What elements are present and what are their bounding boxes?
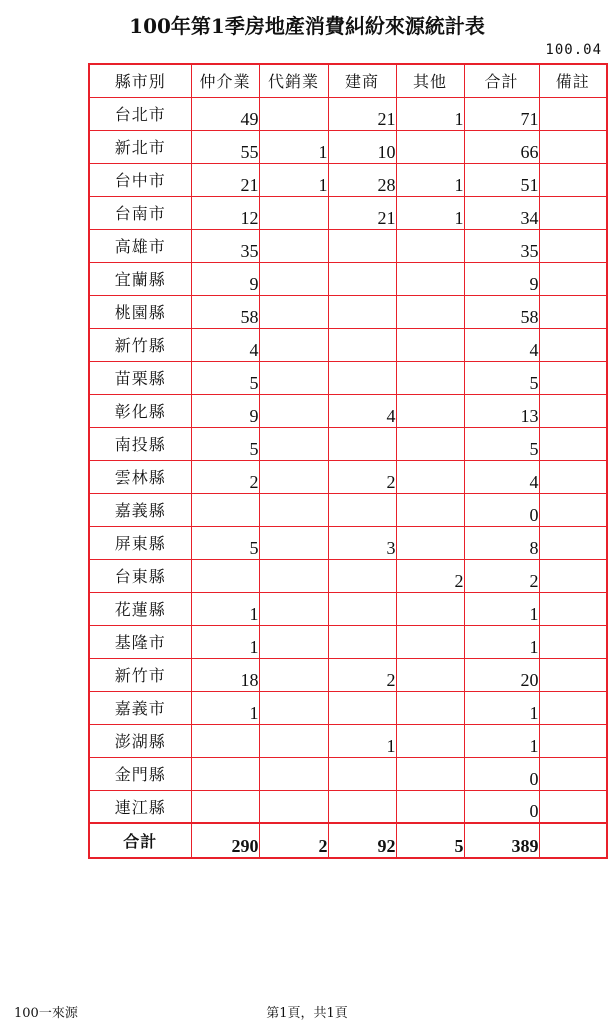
note-cell <box>539 691 607 724</box>
builder-cell: 10 <box>328 130 396 163</box>
other-cell <box>396 625 464 658</box>
table-row <box>89 757 607 790</box>
county-cell: 基隆市 <box>89 625 191 658</box>
total-cell: 5 <box>464 361 539 394</box>
builder-cell <box>328 757 396 790</box>
note-cell <box>539 130 607 163</box>
builder-cell <box>328 427 396 460</box>
table-row <box>89 724 607 757</box>
note-cell <box>539 823 607 858</box>
agency-cell: 1 <box>259 163 328 196</box>
note-cell <box>539 559 607 592</box>
table-row <box>89 691 607 724</box>
broker-cell: 49 <box>191 97 259 130</box>
note-cell <box>539 427 607 460</box>
broker-cell: 58 <box>191 295 259 328</box>
agency-cell <box>259 361 328 394</box>
total-cell: 4 <box>464 328 539 361</box>
broker-cell <box>191 559 259 592</box>
builder-cell <box>328 493 396 526</box>
other-cell <box>396 229 464 262</box>
total-cell: 0 <box>464 790 539 823</box>
table-row <box>89 262 607 295</box>
note-cell <box>539 295 607 328</box>
builder-cell: 2 <box>328 460 396 493</box>
agency-cell <box>259 658 328 691</box>
table-row <box>89 361 607 394</box>
table-row <box>89 493 607 526</box>
header-other: 其他 <box>396 64 464 97</box>
broker-cell: 5 <box>191 526 259 559</box>
total-cell: 4 <box>464 460 539 493</box>
note-cell <box>539 460 607 493</box>
builder-cell: 92 <box>328 823 396 858</box>
total-cell: 0 <box>464 493 539 526</box>
header-note: 備註 <box>539 64 607 97</box>
county-cell: 雲林縣 <box>89 460 191 493</box>
header-agency: 代銷業 <box>259 64 328 97</box>
note-cell <box>539 361 607 394</box>
table-row <box>89 526 607 559</box>
builder-cell: 28 <box>328 163 396 196</box>
agency-cell <box>259 427 328 460</box>
note-cell <box>539 658 607 691</box>
broker-cell: 1 <box>191 691 259 724</box>
note-cell <box>539 493 607 526</box>
table-row <box>89 196 607 229</box>
other-cell <box>396 691 464 724</box>
note-cell <box>539 790 607 823</box>
total-cell: 1 <box>464 592 539 625</box>
county-cell: 嘉義縣 <box>89 493 191 526</box>
other-cell <box>396 427 464 460</box>
table-row <box>89 97 607 130</box>
builder-cell <box>328 691 396 724</box>
county-cell: 高雄市 <box>89 229 191 262</box>
note-cell <box>539 196 607 229</box>
other-cell: 5 <box>396 823 464 858</box>
note-cell <box>539 526 607 559</box>
agency-cell <box>259 460 328 493</box>
other-cell: 1 <box>396 163 464 196</box>
county-cell: 金門縣 <box>89 757 191 790</box>
broker-cell: 2 <box>191 460 259 493</box>
builder-cell: 1 <box>328 724 396 757</box>
builder-cell: 4 <box>328 394 396 427</box>
table-row <box>89 658 607 691</box>
county-cell: 澎湖縣 <box>89 724 191 757</box>
county-cell: 台北市 <box>89 97 191 130</box>
agency-cell: 1 <box>259 130 328 163</box>
total-cell: 8 <box>464 526 539 559</box>
table-row <box>89 592 607 625</box>
builder-cell <box>328 262 396 295</box>
agency-cell <box>259 724 328 757</box>
agency-cell <box>259 592 328 625</box>
county-cell: 台南市 <box>89 196 191 229</box>
county-cell: 台中市 <box>89 163 191 196</box>
other-cell <box>396 724 464 757</box>
table-body <box>89 97 607 858</box>
table-header-row <box>89 64 607 97</box>
note-cell <box>539 724 607 757</box>
other-cell <box>396 328 464 361</box>
broker-cell: 55 <box>191 130 259 163</box>
county-cell: 南投縣 <box>89 427 191 460</box>
other-cell <box>396 361 464 394</box>
agency-cell <box>259 625 328 658</box>
other-cell <box>396 460 464 493</box>
agency-cell <box>259 493 328 526</box>
note-cell <box>539 592 607 625</box>
builder-cell: 3 <box>328 526 396 559</box>
broker-cell: 12 <box>191 196 259 229</box>
note-cell <box>539 328 607 361</box>
county-cell: 新竹縣 <box>89 328 191 361</box>
total-cell: 2 <box>464 559 539 592</box>
table-total-row <box>89 823 607 858</box>
note-cell <box>539 394 607 427</box>
total-cell: 5 <box>464 427 539 460</box>
total-cell: 1 <box>464 691 539 724</box>
agency-cell <box>259 262 328 295</box>
builder-cell: 21 <box>328 97 396 130</box>
builder-cell: 21 <box>328 196 396 229</box>
county-cell: 苗栗縣 <box>89 361 191 394</box>
agency-cell <box>259 559 328 592</box>
other-cell <box>396 493 464 526</box>
broker-cell <box>191 790 259 823</box>
note-cell <box>539 163 607 196</box>
other-cell <box>396 757 464 790</box>
total-cell: 71 <box>464 97 539 130</box>
total-cell: 34 <box>464 196 539 229</box>
agency-cell <box>259 196 328 229</box>
note-cell <box>539 625 607 658</box>
other-cell <box>396 526 464 559</box>
broker-cell: 290 <box>191 823 259 858</box>
header-broker: 仲介業 <box>191 64 259 97</box>
header-county: 縣市別 <box>89 64 191 97</box>
header-builder: 建商 <box>328 64 396 97</box>
total-cell: 1 <box>464 724 539 757</box>
broker-cell: 21 <box>191 163 259 196</box>
builder-cell <box>328 295 396 328</box>
broker-cell: 1 <box>191 592 259 625</box>
broker-cell <box>191 757 259 790</box>
other-cell <box>396 592 464 625</box>
builder-cell <box>328 229 396 262</box>
total-cell: 1 <box>464 625 539 658</box>
table-row <box>89 229 607 262</box>
note-cell <box>539 229 607 262</box>
other-cell: 1 <box>396 97 464 130</box>
total-cell: 389 <box>464 823 539 858</box>
county-cell: 花蓮縣 <box>89 592 191 625</box>
note-cell <box>539 262 607 295</box>
table-row <box>89 295 607 328</box>
agency-cell <box>259 757 328 790</box>
agency-cell <box>259 691 328 724</box>
page-number: 第1頁，共1頁 <box>266 1006 348 1021</box>
agency-cell <box>259 229 328 262</box>
builder-cell <box>328 559 396 592</box>
other-cell <box>396 790 464 823</box>
broker-cell: 9 <box>191 262 259 295</box>
total-cell: 20 <box>464 658 539 691</box>
table-row <box>89 559 607 592</box>
header-total: 合計 <box>464 64 539 97</box>
agency-cell <box>259 295 328 328</box>
agency-cell <box>259 394 328 427</box>
report-date: 100.04 <box>545 42 602 58</box>
table-row <box>89 625 607 658</box>
county-cell: 台東縣 <box>89 559 191 592</box>
broker-cell: 1 <box>191 625 259 658</box>
other-cell <box>396 295 464 328</box>
total-cell: 35 <box>464 229 539 262</box>
table-row <box>89 163 607 196</box>
note-cell <box>539 97 607 130</box>
note-cell <box>539 757 607 790</box>
builder-cell <box>328 361 396 394</box>
other-cell <box>396 394 464 427</box>
total-cell: 9 <box>464 262 539 295</box>
county-cell: 連江縣 <box>89 790 191 823</box>
total-cell: 0 <box>464 757 539 790</box>
builder-cell <box>328 790 396 823</box>
other-cell <box>396 658 464 691</box>
broker-cell: 9 <box>191 394 259 427</box>
broker-cell: 5 <box>191 361 259 394</box>
broker-cell <box>191 493 259 526</box>
agency-cell <box>259 97 328 130</box>
table-row <box>89 460 607 493</box>
broker-cell: 4 <box>191 328 259 361</box>
table-row <box>89 394 607 427</box>
other-cell: 1 <box>396 196 464 229</box>
county-cell: 宜蘭縣 <box>89 262 191 295</box>
other-cell <box>396 130 464 163</box>
agency-cell <box>259 790 328 823</box>
table-row <box>89 427 607 460</box>
table-row <box>89 130 607 163</box>
total-cell: 13 <box>464 394 539 427</box>
other-cell: 2 <box>396 559 464 592</box>
agency-cell: 2 <box>259 823 328 858</box>
builder-cell: 2 <box>328 658 396 691</box>
broker-cell: 5 <box>191 427 259 460</box>
total-cell: 51 <box>464 163 539 196</box>
broker-cell <box>191 724 259 757</box>
builder-cell <box>328 592 396 625</box>
total-cell: 66 <box>464 130 539 163</box>
statistics-table <box>88 63 608 859</box>
county-cell: 桃園縣 <box>89 295 191 328</box>
other-cell <box>396 262 464 295</box>
table-row <box>89 328 607 361</box>
table-row <box>89 790 607 823</box>
county-cell: 新北市 <box>89 130 191 163</box>
county-cell: 合計 <box>89 823 191 858</box>
footer-label: 100一來源 <box>14 1006 78 1021</box>
page-title: 100年第1季房地產消費糾紛來源統計表 <box>129 14 485 38</box>
county-cell: 嘉義市 <box>89 691 191 724</box>
county-cell: 新竹市 <box>89 658 191 691</box>
builder-cell <box>328 625 396 658</box>
broker-cell: 35 <box>191 229 259 262</box>
agency-cell <box>259 328 328 361</box>
total-cell: 58 <box>464 295 539 328</box>
broker-cell: 18 <box>191 658 259 691</box>
county-cell: 彰化縣 <box>89 394 191 427</box>
builder-cell <box>328 328 396 361</box>
county-cell: 屏東縣 <box>89 526 191 559</box>
agency-cell <box>259 526 328 559</box>
